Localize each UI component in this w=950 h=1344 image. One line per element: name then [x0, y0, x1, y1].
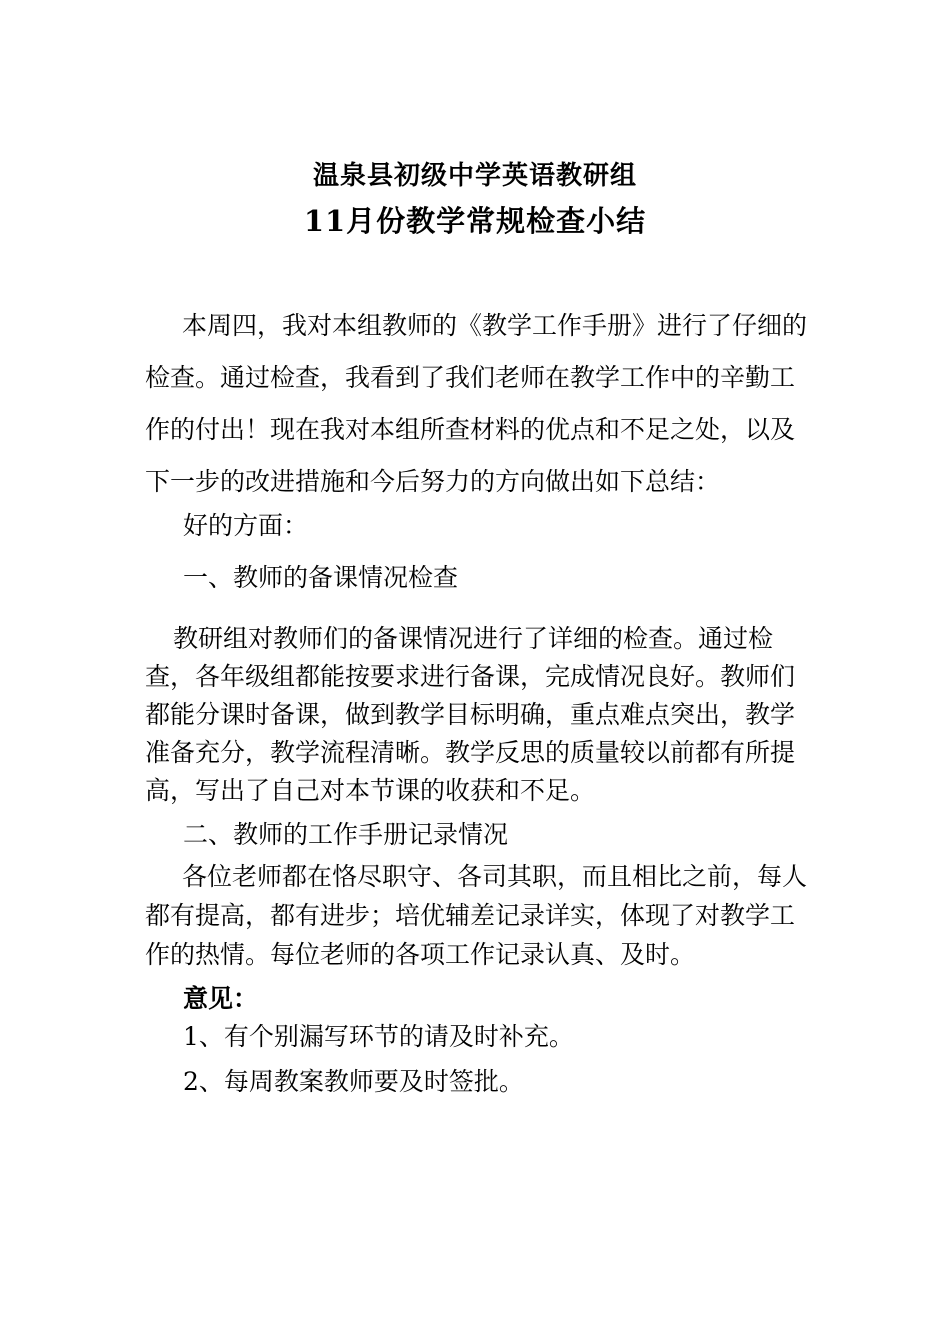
section1-paragraph: 教研组对教师们的备课情况进行了详细的检查。通过检查，各年级组都能按要求进行备课，完成情况良好。教师们都能分课时备课，做到教学目标明确，重点难点突出，教学准备充分，教学流程清晰。教学反思的质量较以前都有所提高，写出了自己对本节课的收获和不足。: [145, 624, 796, 805]
opinion-label: 意见：: [183, 984, 259, 1013]
opinion-item: 1、有个别漏写环节的请及时补充。: [183, 1022, 574, 1051]
section2-paragraph: 各位老师都在恪尽职守、各司其职，而且相比之前，每人都有提高，都有进步；培优辅差记录详实，体现了对教学工作的热情。每位老师的各项工作记录认真、及时。: [145, 862, 808, 969]
good-aspects-label: 好的方面：: [183, 511, 309, 540]
section2-heading: 二、教师的工作手册记录情况: [183, 820, 509, 849]
section1-heading: 一、教师的备课情况检查: [183, 563, 459, 592]
school-group-title: 温泉县初级中学英语教研组: [312, 161, 637, 191]
report-title: 11月份教学常规检查小结: [303, 204, 647, 238]
opinion-item: 2、每周教案教师要及时签批。: [183, 1067, 524, 1096]
intro-paragraph: 本周四，我对本组教师的《教学工作手册》进行了仔细的检查。通过检查，我看到了我们老师在教学工作中的辛勤工作的付出！现在我对本组所查材料的优点和不足之处，以及下一步的改进措施和今后努力的方向做出如下总结：: [145, 311, 808, 496]
